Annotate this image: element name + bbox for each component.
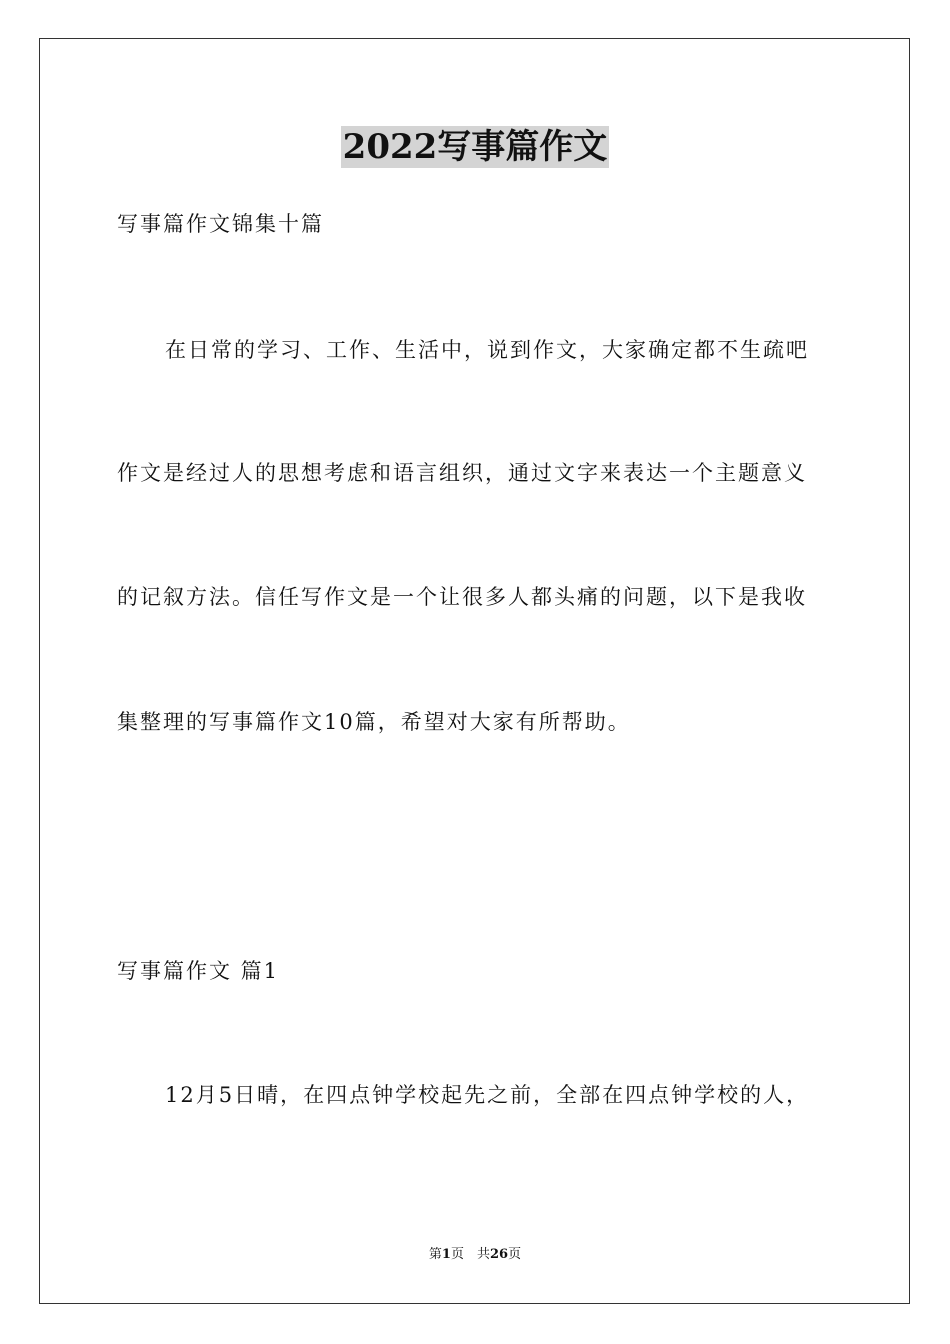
intro-line-3: 的记叙方法。信任写作文是一个让很多人都头痛的问题，以下是我收 xyxy=(117,585,807,609)
footer-page-mid: 页 共 xyxy=(450,1247,490,1262)
title-container xyxy=(0,126,950,168)
document-title: 2022写事篇作文 xyxy=(342,127,608,167)
footer-page-prefix: 第 xyxy=(428,1247,442,1262)
footer-page-total: 26 xyxy=(489,1247,509,1262)
intro-line-4: 集整理的写事篇作文10篇，希望对大家有所帮助。 xyxy=(117,710,631,734)
intro-line-1: 在日常的学习、工作、生活中，说到作文，大家确定都不生疏吧 xyxy=(165,338,809,362)
document-subtitle: 写事篇作文锦集十篇 xyxy=(117,212,324,236)
section-line-1: 12月5日晴，在四点钟学校起先之前，全部在四点钟学校的人， xyxy=(165,1083,810,1107)
page-footer xyxy=(0,1247,950,1263)
section-heading: 写事篇作文 篇1 xyxy=(117,959,280,983)
footer-page-suffix: 页 xyxy=(508,1247,522,1262)
footer-page-current: 1 xyxy=(441,1247,451,1262)
intro-line-2: 作文是经过人的思想考虑和语言组织，通过文字来表达一个主题意义 xyxy=(117,461,807,485)
